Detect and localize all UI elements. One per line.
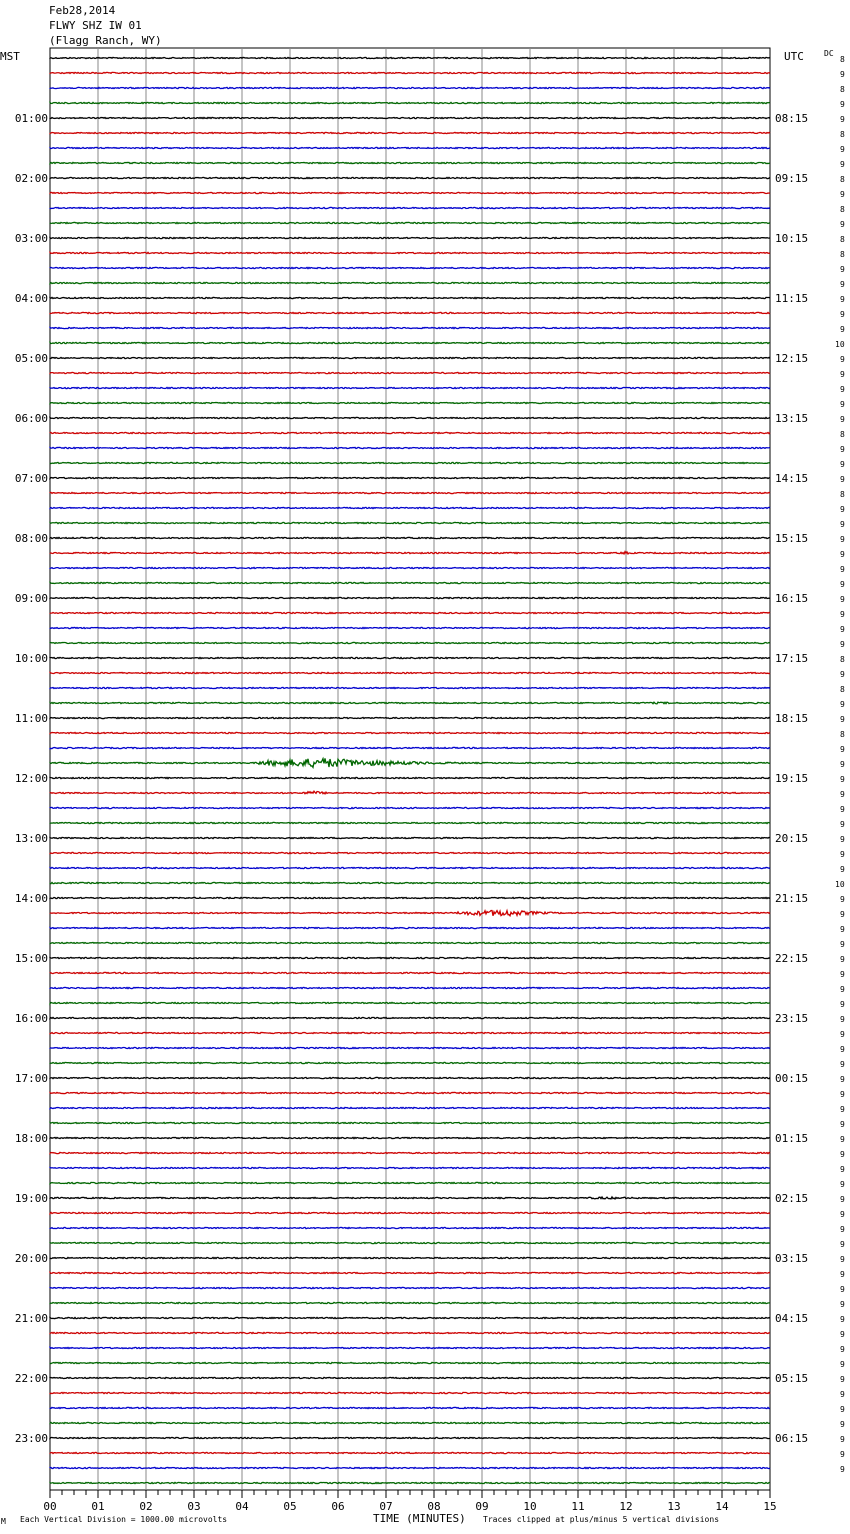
x-tick-label: 10 <box>523 1500 537 1513</box>
trace-35 <box>50 582 770 583</box>
dc-value: 9 <box>840 445 845 454</box>
dc-value: 9 <box>840 760 845 769</box>
dc-value: 8 <box>840 85 845 94</box>
trace-61 <box>50 972 770 973</box>
scale-note: Each Vertical Division = 1000.00 microvolts <box>20 1515 228 1524</box>
trace-11 <box>50 222 770 223</box>
dc-value: 9 <box>840 160 845 169</box>
trace-74 <box>50 1167 770 1168</box>
dc-value: 9 <box>840 265 845 274</box>
dc-value: 10 <box>835 880 845 889</box>
trace-37 <box>50 612 770 613</box>
trace-95 <box>50 1482 770 1483</box>
trace-93 <box>50 1452 770 1453</box>
trace-62 <box>50 987 770 988</box>
x-tick-label: 08 <box>427 1500 441 1513</box>
hour-label-mst: 18:00 <box>14 1132 48 1145</box>
x-axis-title: TIME (MINUTES) <box>373 1512 466 1525</box>
dc-value: 9 <box>840 1150 845 1159</box>
trace-81 <box>50 1272 770 1273</box>
dc-value: 9 <box>840 550 845 559</box>
station-location: (Flagg Ranch, WY) <box>49 34 162 47</box>
hour-label-mst: 11:00 <box>14 712 48 725</box>
dc-value: 9 <box>840 925 845 934</box>
trace-52 <box>50 837 770 838</box>
hour-label-mst: 23:00 <box>14 1432 48 1445</box>
dc-value: 8 <box>840 205 845 214</box>
trace-88 <box>50 1377 770 1378</box>
trace-24 <box>50 417 770 418</box>
dc-value: 9 <box>840 565 845 574</box>
dc-value: 9 <box>840 835 845 844</box>
trace-15 <box>50 282 770 283</box>
dc-value: 8 <box>840 655 845 664</box>
dc-value: 9 <box>840 1105 845 1114</box>
trace-53 <box>50 852 770 853</box>
hour-label-mst: 15:00 <box>14 952 48 965</box>
dc-value: 8 <box>840 250 845 259</box>
trace-91 <box>50 1422 770 1423</box>
x-tick-label: 04 <box>235 1500 249 1513</box>
dc-label: DC <box>824 49 834 58</box>
dc-value: 8 <box>840 55 845 64</box>
trace-55 <box>50 882 770 883</box>
hour-label-mst: 21:00 <box>14 1312 48 1325</box>
hour-label-mst: 13:00 <box>14 832 48 845</box>
trace-31 <box>50 522 770 523</box>
trace-25 <box>50 432 770 433</box>
hour-label-utc: 16:15 <box>775 592 809 605</box>
hour-label-utc: 08:15 <box>775 112 809 125</box>
trace-9 <box>50 192 770 193</box>
dc-value: 9 <box>840 460 845 469</box>
trace-36 <box>50 597 770 598</box>
trace-60 <box>50 957 770 958</box>
hour-label-utc: 13:15 <box>775 412 809 425</box>
trace-34 <box>50 567 770 568</box>
x-tick-label: 12 <box>619 1500 633 1513</box>
dc-value: 9 <box>840 1045 845 1054</box>
hour-label-mst: 19:00 <box>14 1192 48 1205</box>
hour-label-utc: 06:15 <box>775 1432 809 1445</box>
trace-75 <box>50 1182 770 1183</box>
trace-83 <box>50 1302 770 1303</box>
dc-value: 9 <box>840 475 845 484</box>
trace-71 <box>50 1122 770 1123</box>
dc-value: 9 <box>840 1060 845 1069</box>
dc-value: 10 <box>835 340 845 349</box>
dc-value: 9 <box>840 580 845 589</box>
trace-48 <box>50 777 770 778</box>
hour-label-utc: 10:15 <box>775 232 809 245</box>
dc-value: 9 <box>840 1450 845 1459</box>
dc-value: 9 <box>840 1030 845 1039</box>
hour-label-mst: 03:00 <box>14 232 48 245</box>
trace-42 <box>50 687 770 688</box>
dc-value: 9 <box>840 1390 845 1399</box>
hour-label-mst: 08:00 <box>14 532 48 545</box>
corner-mark: M <box>1 1517 6 1526</box>
trace-57 <box>50 910 770 915</box>
dc-value: 9 <box>840 850 845 859</box>
trace-10 <box>50 207 770 208</box>
x-tick-label: 05 <box>283 1500 297 1513</box>
dc-value: 9 <box>840 505 845 514</box>
dc-value: 9 <box>840 370 845 379</box>
x-tick-label: 07 <box>379 1500 393 1513</box>
dc-value: 9 <box>840 1240 845 1249</box>
x-tick-label: 06 <box>331 1500 345 1513</box>
hour-label-utc: 23:15 <box>775 1012 809 1025</box>
dc-value: 9 <box>840 775 845 784</box>
dc-value: 9 <box>840 1270 845 1279</box>
trace-18 <box>50 327 770 328</box>
trace-89 <box>50 1392 770 1393</box>
dc-value: 9 <box>840 805 845 814</box>
trace-68 <box>50 1077 770 1078</box>
trace-6 <box>50 147 770 148</box>
trace-49 <box>50 791 770 794</box>
hour-label-mst: 09:00 <box>14 592 48 605</box>
hour-label-mst: 16:00 <box>14 1012 48 1025</box>
dc-value: 9 <box>840 895 845 904</box>
hour-label-utc: 20:15 <box>775 832 809 845</box>
trace-70 <box>50 1107 770 1108</box>
dc-value: 9 <box>840 535 845 544</box>
hour-label-utc: 19:15 <box>775 772 809 785</box>
hour-label-mst: 02:00 <box>14 172 48 185</box>
trace-29 <box>50 492 770 493</box>
trace-58 <box>50 927 770 928</box>
x-tick-label: 01 <box>91 1500 105 1513</box>
dc-value: 9 <box>840 100 845 109</box>
trace-22 <box>50 387 770 388</box>
trace-39 <box>50 642 770 643</box>
dc-value: 9 <box>840 1375 845 1384</box>
dc-value: 9 <box>840 1300 845 1309</box>
x-tick-label: 00 <box>43 1500 57 1513</box>
dc-value: 8 <box>840 730 845 739</box>
trace-45 <box>50 732 770 733</box>
dc-value: 9 <box>840 1420 845 1429</box>
dc-value: 9 <box>840 1075 845 1084</box>
trace-66 <box>50 1047 770 1048</box>
hour-label-mst: 22:00 <box>14 1372 48 1385</box>
dc-value: 9 <box>840 970 845 979</box>
hour-label-mst: 20:00 <box>14 1252 48 1265</box>
trace-51 <box>50 822 770 823</box>
trace-47 <box>50 758 770 767</box>
trace-86 <box>50 1347 770 1348</box>
trace-73 <box>50 1152 770 1153</box>
hour-label-mst: 17:00 <box>14 1072 48 1085</box>
trace-26 <box>50 447 770 448</box>
trace-27 <box>50 462 770 463</box>
hour-label-utc: 17:15 <box>775 652 809 665</box>
dc-value: 9 <box>840 280 845 289</box>
dc-value: 8 <box>840 685 845 694</box>
dc-value: 9 <box>840 1360 845 1369</box>
left-axis-title: MST <box>0 50 20 63</box>
dc-value: 9 <box>840 220 845 229</box>
hour-label-utc: 03:15 <box>775 1252 809 1265</box>
dc-value: 9 <box>840 670 845 679</box>
dc-value: 9 <box>840 1315 845 1324</box>
hour-label-utc: 09:15 <box>775 172 809 185</box>
dc-value: 9 <box>840 1345 845 1354</box>
dc-value: 9 <box>840 1435 845 1444</box>
trace-4 <box>50 117 770 118</box>
trace-44 <box>50 717 770 718</box>
trace-54 <box>50 867 770 868</box>
trace-16 <box>50 297 770 298</box>
dc-value: 9 <box>840 1255 845 1264</box>
trace-21 <box>50 372 770 373</box>
trace-12 <box>50 237 770 238</box>
trace-43 <box>50 702 770 704</box>
hour-label-utc: 04:15 <box>775 1312 809 1325</box>
right-axis-title: UTC <box>784 50 804 63</box>
hour-label-mst: 05:00 <box>14 352 48 365</box>
hour-label-utc: 21:15 <box>775 892 809 905</box>
trace-84 <box>50 1317 770 1318</box>
dc-value: 9 <box>840 1330 845 1339</box>
x-tick-label: 09 <box>475 1500 489 1513</box>
hour-label-utc: 12:15 <box>775 352 809 365</box>
trace-0 <box>50 57 770 58</box>
trace-8 <box>50 177 770 178</box>
trace-87 <box>50 1362 770 1363</box>
hour-label-mst: 01:00 <box>14 112 48 125</box>
trace-76 <box>50 1197 770 1199</box>
trace-80 <box>50 1257 770 1258</box>
dc-value: 9 <box>840 715 845 724</box>
dc-value: 9 <box>840 865 845 874</box>
trace-64 <box>50 1017 770 1018</box>
trace-65 <box>50 1032 770 1033</box>
dc-value: 9 <box>840 295 845 304</box>
dc-value: 9 <box>840 1015 845 1024</box>
dc-value: 9 <box>840 1090 845 1099</box>
dc-value: 9 <box>840 1195 845 1204</box>
station-date: Feb28,2014 <box>49 4 116 17</box>
dc-value: 8 <box>840 130 845 139</box>
dc-value: 9 <box>840 1000 845 1009</box>
dc-value: 8 <box>840 175 845 184</box>
dc-value: 9 <box>840 640 845 649</box>
trace-85 <box>50 1332 770 1333</box>
trace-14 <box>50 267 770 268</box>
hour-label-mst: 04:00 <box>14 292 48 305</box>
trace-19 <box>50 342 770 343</box>
dc-value: 9 <box>840 415 845 424</box>
trace-23 <box>50 402 770 403</box>
hour-label-utc: 05:15 <box>775 1372 809 1385</box>
hour-label-utc: 14:15 <box>775 472 809 485</box>
hour-label-mst: 07:00 <box>14 472 48 485</box>
trace-2 <box>50 87 770 88</box>
trace-78 <box>50 1227 770 1228</box>
trace-38 <box>50 627 770 628</box>
dc-value: 9 <box>840 1465 845 1474</box>
trace-59 <box>50 942 770 943</box>
dc-value: 9 <box>840 325 845 334</box>
hour-label-mst: 10:00 <box>14 652 48 665</box>
trace-17 <box>50 312 770 313</box>
dc-value: 9 <box>840 355 845 364</box>
trace-67 <box>50 1062 770 1063</box>
dc-value: 9 <box>840 400 845 409</box>
trace-7 <box>50 162 770 163</box>
trace-72 <box>50 1137 770 1138</box>
trace-5 <box>50 132 770 133</box>
trace-77 <box>50 1212 770 1213</box>
dc-value: 8 <box>840 490 845 499</box>
trace-28 <box>50 477 770 478</box>
x-tick-label: 15 <box>763 1500 777 1513</box>
trace-40 <box>50 657 770 658</box>
trace-1 <box>50 72 770 73</box>
trace-69 <box>50 1092 770 1093</box>
x-tick-label: 14 <box>715 1500 729 1513</box>
dc-value: 9 <box>840 700 845 709</box>
dc-value: 9 <box>840 1225 845 1234</box>
dc-value: 9 <box>840 910 845 919</box>
dc-value: 9 <box>840 1120 845 1129</box>
x-tick-label: 02 <box>139 1500 153 1513</box>
hour-label-mst: 06:00 <box>14 412 48 425</box>
x-tick-label: 13 <box>667 1500 681 1513</box>
hour-label-mst: 12:00 <box>14 772 48 785</box>
hour-label-mst: 14:00 <box>14 892 48 905</box>
trace-50 <box>50 807 770 808</box>
dc-value: 9 <box>840 1405 845 1414</box>
trace-46 <box>50 747 770 748</box>
hour-label-utc: 11:15 <box>775 292 809 305</box>
dc-value: 9 <box>840 145 845 154</box>
x-tick-label: 03 <box>187 1500 201 1513</box>
hour-label-utc: 22:15 <box>775 952 809 965</box>
dc-value: 9 <box>840 70 845 79</box>
dc-value: 9 <box>840 520 845 529</box>
dc-value: 9 <box>840 820 845 829</box>
trace-3 <box>50 102 770 103</box>
hour-label-utc: 02:15 <box>775 1192 809 1205</box>
trace-32 <box>50 537 770 538</box>
dc-value: 9 <box>840 610 845 619</box>
trace-90 <box>50 1407 770 1408</box>
trace-20 <box>50 357 770 358</box>
dc-value: 9 <box>840 940 845 949</box>
dc-value: 9 <box>840 310 845 319</box>
trace-56 <box>50 897 770 898</box>
hour-label-utc: 15:15 <box>775 532 809 545</box>
dc-value: 8 <box>840 430 845 439</box>
trace-13 <box>50 252 770 253</box>
station-name: FLWY SHZ IW 01 <box>49 19 142 32</box>
dc-value: 9 <box>840 595 845 604</box>
dc-value: 9 <box>840 955 845 964</box>
dc-value: 9 <box>840 1135 845 1144</box>
dc-value: 9 <box>840 1285 845 1294</box>
trace-79 <box>50 1242 770 1243</box>
dc-value: 9 <box>840 985 845 994</box>
hour-label-utc: 01:15 <box>775 1132 809 1145</box>
dc-value: 9 <box>840 1180 845 1189</box>
trace-41 <box>50 672 770 673</box>
dc-value: 9 <box>840 115 845 124</box>
dc-value: 9 <box>840 625 845 634</box>
dc-value: 9 <box>840 190 845 199</box>
dc-value: 9 <box>840 745 845 754</box>
trace-63 <box>50 1002 770 1003</box>
x-tick-label: 11 <box>571 1500 585 1513</box>
dc-value: 9 <box>840 385 845 394</box>
trace-82 <box>50 1287 770 1288</box>
trace-92 <box>50 1437 770 1438</box>
dc-value: 9 <box>840 1210 845 1219</box>
trace-33 <box>50 552 770 554</box>
dc-value: 9 <box>840 1165 845 1174</box>
dc-value: 9 <box>840 790 845 799</box>
hour-label-utc: 00:15 <box>775 1072 809 1085</box>
trace-94 <box>50 1467 770 1468</box>
clip-note: Traces clipped at plus/minus 5 vertical divisions <box>483 1515 720 1524</box>
dc-value: 8 <box>840 235 845 244</box>
hour-label-utc: 18:15 <box>775 712 809 725</box>
trace-30 <box>50 507 770 508</box>
